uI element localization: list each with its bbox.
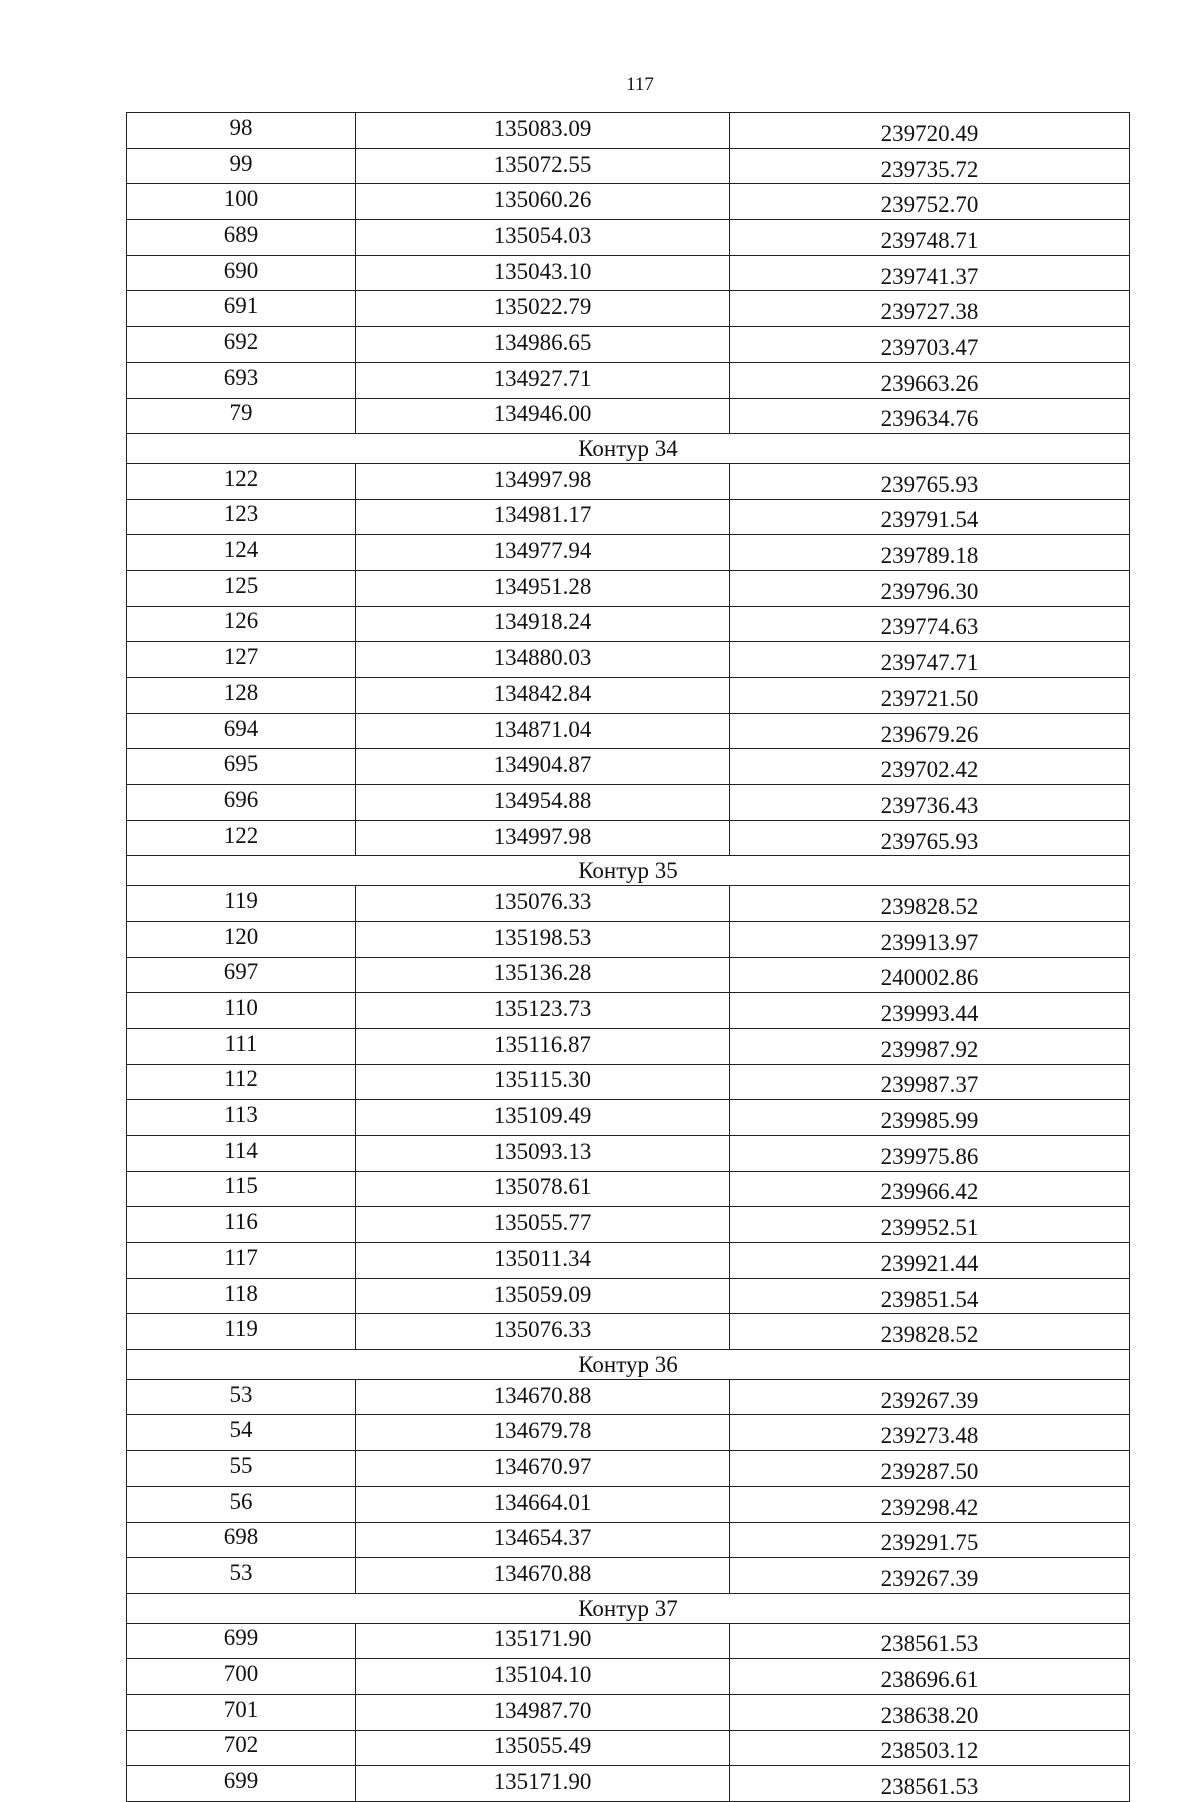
table-row xyxy=(127,642,1130,678)
y-coordinate-cell: 239702.42 xyxy=(730,749,1130,785)
point-number-cell: 99 xyxy=(127,148,356,184)
table-row xyxy=(127,1659,1130,1695)
table-row xyxy=(127,1243,1130,1279)
x-coordinate-cell: 134927.71 xyxy=(356,362,730,398)
point-number-cell: 54 xyxy=(127,1415,356,1451)
y-coordinate-cell: 239721.50 xyxy=(730,678,1130,714)
y-coordinate-cell: 239987.92 xyxy=(730,1028,1130,1064)
point-number-cell: 695 xyxy=(127,749,356,785)
y-coordinate-cell: 239828.52 xyxy=(730,886,1130,922)
y-coordinate-cell: 239741.37 xyxy=(730,255,1130,291)
point-number-cell: 128 xyxy=(127,678,356,714)
table-row xyxy=(127,1379,1130,1415)
point-number-cell: 124 xyxy=(127,535,356,571)
point-number-cell: 698 xyxy=(127,1522,356,1558)
contour-header-row xyxy=(127,1593,1130,1623)
table-row xyxy=(127,1415,1130,1451)
table-row xyxy=(127,255,1130,291)
table-row xyxy=(127,1730,1130,1766)
table-row xyxy=(127,785,1130,821)
y-coordinate-cell: 239966.42 xyxy=(730,1171,1130,1207)
x-coordinate-cell: 135054.03 xyxy=(356,220,730,256)
table-row xyxy=(127,291,1130,327)
x-coordinate-cell: 135055.77 xyxy=(356,1207,730,1243)
x-coordinate-cell: 135060.26 xyxy=(356,184,730,220)
x-coordinate-cell: 134977.94 xyxy=(356,535,730,571)
table-row xyxy=(127,499,1130,535)
x-coordinate-cell: 134670.88 xyxy=(356,1558,730,1594)
y-coordinate-cell: 239774.63 xyxy=(730,606,1130,642)
table-row xyxy=(127,362,1130,398)
y-coordinate-cell: 239851.54 xyxy=(730,1278,1130,1314)
y-coordinate-cell: 239796.30 xyxy=(730,570,1130,606)
x-coordinate-cell: 134954.88 xyxy=(356,785,730,821)
point-number-cell: 702 xyxy=(127,1730,356,1766)
point-number-cell: 700 xyxy=(127,1659,356,1695)
x-coordinate-cell: 135059.09 xyxy=(356,1278,730,1314)
y-coordinate-cell: 239634.76 xyxy=(730,398,1130,434)
point-number-cell: 699 xyxy=(127,1766,356,1802)
point-number-cell: 119 xyxy=(127,886,356,922)
point-number-cell: 122 xyxy=(127,820,356,856)
table-row xyxy=(127,1100,1130,1136)
x-coordinate-cell: 134918.24 xyxy=(356,606,730,642)
table-row xyxy=(127,113,1130,149)
y-coordinate-cell: 239828.52 xyxy=(730,1314,1130,1350)
y-coordinate-cell: 239987.37 xyxy=(730,1064,1130,1100)
point-number-cell: 127 xyxy=(127,642,356,678)
table-row xyxy=(127,1694,1130,1730)
y-coordinate-cell: 239267.39 xyxy=(730,1558,1130,1594)
y-coordinate-cell: 238503.12 xyxy=(730,1730,1130,1766)
point-number-cell: 53 xyxy=(127,1379,356,1415)
y-coordinate-cell: 239291.75 xyxy=(730,1522,1130,1558)
point-number-cell: 122 xyxy=(127,463,356,499)
point-number-cell: 55 xyxy=(127,1451,356,1487)
point-number-cell: 120 xyxy=(127,921,356,957)
contour-title: Контур 36 xyxy=(127,1350,1130,1380)
point-number-cell: 125 xyxy=(127,570,356,606)
y-coordinate-cell: 239287.50 xyxy=(730,1451,1130,1487)
contour-header-row xyxy=(127,434,1130,464)
point-number-cell: 693 xyxy=(127,362,356,398)
y-coordinate-cell: 239993.44 xyxy=(730,993,1130,1029)
y-coordinate-cell: 239735.72 xyxy=(730,148,1130,184)
y-coordinate-cell: 239273.48 xyxy=(730,1415,1130,1451)
point-number-cell: 114 xyxy=(127,1135,356,1171)
table-row xyxy=(127,1207,1130,1243)
table-row xyxy=(127,1486,1130,1522)
y-coordinate-cell: 239720.49 xyxy=(730,113,1130,149)
x-coordinate-cell: 134664.01 xyxy=(356,1486,730,1522)
y-coordinate-cell: 239298.42 xyxy=(730,1486,1130,1522)
point-number-cell: 100 xyxy=(127,184,356,220)
table-row xyxy=(127,749,1130,785)
contour-header-row xyxy=(127,856,1130,886)
point-number-cell: 690 xyxy=(127,255,356,291)
x-coordinate-cell: 135109.49 xyxy=(356,1100,730,1136)
y-coordinate-cell: 238696.61 xyxy=(730,1659,1130,1695)
x-coordinate-cell: 135136.28 xyxy=(356,957,730,993)
y-coordinate-cell: 238561.53 xyxy=(730,1766,1130,1802)
table-row xyxy=(127,957,1130,993)
point-number-cell: 126 xyxy=(127,606,356,642)
y-coordinate-cell: 239985.99 xyxy=(730,1100,1130,1136)
table-row xyxy=(127,1278,1130,1314)
table-row xyxy=(127,398,1130,434)
table-row xyxy=(127,184,1130,220)
table-row xyxy=(127,220,1130,256)
y-coordinate-cell: 239736.43 xyxy=(730,785,1130,821)
coordinates-table xyxy=(126,112,1130,1802)
point-number-cell: 115 xyxy=(127,1171,356,1207)
point-number-cell: 696 xyxy=(127,785,356,821)
table-row xyxy=(127,820,1130,856)
y-coordinate-cell: 239765.93 xyxy=(730,463,1130,499)
table-row xyxy=(127,1522,1130,1558)
y-coordinate-cell: 239752.70 xyxy=(730,184,1130,220)
y-coordinate-cell: 239267.39 xyxy=(730,1379,1130,1415)
point-number-cell: 113 xyxy=(127,1100,356,1136)
x-coordinate-cell: 134842.84 xyxy=(356,678,730,714)
x-coordinate-cell: 135078.61 xyxy=(356,1171,730,1207)
point-number-cell: 56 xyxy=(127,1486,356,1522)
table-row xyxy=(127,327,1130,363)
x-coordinate-cell: 135022.79 xyxy=(356,291,730,327)
x-coordinate-cell: 135198.53 xyxy=(356,921,730,957)
table-row xyxy=(127,1028,1130,1064)
x-coordinate-cell: 134987.70 xyxy=(356,1694,730,1730)
table-row xyxy=(127,148,1130,184)
x-coordinate-cell: 134986.65 xyxy=(356,327,730,363)
table-row xyxy=(127,993,1130,1029)
point-number-cell: 694 xyxy=(127,713,356,749)
table-row xyxy=(127,1451,1130,1487)
y-coordinate-cell: 239913.97 xyxy=(730,921,1130,957)
x-coordinate-cell: 135072.55 xyxy=(356,148,730,184)
y-coordinate-cell: 238561.53 xyxy=(730,1623,1130,1659)
x-coordinate-cell: 135076.33 xyxy=(356,886,730,922)
point-number-cell: 79 xyxy=(127,398,356,434)
table-row xyxy=(127,463,1130,499)
y-coordinate-cell: 239703.47 xyxy=(730,327,1130,363)
x-coordinate-cell: 134951.28 xyxy=(356,570,730,606)
x-coordinate-cell: 134997.98 xyxy=(356,463,730,499)
x-coordinate-cell: 135083.09 xyxy=(356,113,730,149)
contour-title: Контур 37 xyxy=(127,1593,1130,1623)
x-coordinate-cell: 135171.90 xyxy=(356,1766,730,1802)
table-row xyxy=(127,713,1130,749)
y-coordinate-cell: 239791.54 xyxy=(730,499,1130,535)
x-coordinate-cell: 135171.90 xyxy=(356,1623,730,1659)
x-coordinate-cell: 135076.33 xyxy=(356,1314,730,1350)
table-row xyxy=(127,921,1130,957)
table-row xyxy=(127,886,1130,922)
y-coordinate-cell: 239679.26 xyxy=(730,713,1130,749)
table-row xyxy=(127,1558,1130,1594)
x-coordinate-cell: 134880.03 xyxy=(356,642,730,678)
point-number-cell: 689 xyxy=(127,220,356,256)
x-coordinate-cell: 135116.87 xyxy=(356,1028,730,1064)
x-coordinate-cell: 135055.49 xyxy=(356,1730,730,1766)
x-coordinate-cell: 134871.04 xyxy=(356,713,730,749)
y-coordinate-cell: 239765.93 xyxy=(730,820,1130,856)
x-coordinate-cell: 135043.10 xyxy=(356,255,730,291)
table-row xyxy=(127,1623,1130,1659)
x-coordinate-cell: 135011.34 xyxy=(356,1243,730,1279)
y-coordinate-cell: 239663.26 xyxy=(730,362,1130,398)
point-number-cell: 701 xyxy=(127,1694,356,1730)
coordinates-table-body xyxy=(127,113,1130,1802)
table-row xyxy=(127,1064,1130,1100)
table-row xyxy=(127,1766,1130,1802)
table-row xyxy=(127,570,1130,606)
y-coordinate-cell: 239727.38 xyxy=(730,291,1130,327)
point-number-cell: 117 xyxy=(127,1243,356,1279)
y-coordinate-cell: 239748.71 xyxy=(730,220,1130,256)
y-coordinate-cell: 239975.86 xyxy=(730,1135,1130,1171)
point-number-cell: 691 xyxy=(127,291,356,327)
x-coordinate-cell: 135093.13 xyxy=(356,1135,730,1171)
table-row xyxy=(127,1135,1130,1171)
x-coordinate-cell: 135123.73 xyxy=(356,993,730,1029)
y-coordinate-cell: 238638.20 xyxy=(730,1694,1130,1730)
table-row xyxy=(127,606,1130,642)
x-coordinate-cell: 134654.37 xyxy=(356,1522,730,1558)
y-coordinate-cell: 239789.18 xyxy=(730,535,1130,571)
y-coordinate-cell: 239747.71 xyxy=(730,642,1130,678)
x-coordinate-cell: 135104.10 xyxy=(356,1659,730,1695)
point-number-cell: 110 xyxy=(127,993,356,1029)
x-coordinate-cell: 135115.30 xyxy=(356,1064,730,1100)
x-coordinate-cell: 134904.87 xyxy=(356,749,730,785)
point-number-cell: 118 xyxy=(127,1278,356,1314)
point-number-cell: 119 xyxy=(127,1314,356,1350)
x-coordinate-cell: 134997.98 xyxy=(356,820,730,856)
contour-title: Контур 35 xyxy=(127,856,1130,886)
x-coordinate-cell: 134679.78 xyxy=(356,1415,730,1451)
table-row xyxy=(127,678,1130,714)
x-coordinate-cell: 134946.00 xyxy=(356,398,730,434)
contour-header-row xyxy=(127,1350,1130,1380)
point-number-cell: 697 xyxy=(127,957,356,993)
y-coordinate-cell: 239952.51 xyxy=(730,1207,1130,1243)
table-row xyxy=(127,535,1130,571)
y-coordinate-cell: 239921.44 xyxy=(730,1243,1130,1279)
point-number-cell: 98 xyxy=(127,113,356,149)
table-row xyxy=(127,1171,1130,1207)
table-row xyxy=(127,1314,1130,1350)
contour-title: Контур 34 xyxy=(127,434,1130,464)
x-coordinate-cell: 134670.97 xyxy=(356,1451,730,1487)
point-number-cell: 699 xyxy=(127,1623,356,1659)
x-coordinate-cell: 134670.88 xyxy=(356,1379,730,1415)
point-number-cell: 123 xyxy=(127,499,356,535)
page-number: 117 xyxy=(626,74,654,95)
point-number-cell: 692 xyxy=(127,327,356,363)
point-number-cell: 112 xyxy=(127,1064,356,1100)
point-number-cell: 111 xyxy=(127,1028,356,1064)
point-number-cell: 116 xyxy=(127,1207,356,1243)
y-coordinate-cell: 240002.86 xyxy=(730,957,1130,993)
point-number-cell: 53 xyxy=(127,1558,356,1594)
x-coordinate-cell: 134981.17 xyxy=(356,499,730,535)
